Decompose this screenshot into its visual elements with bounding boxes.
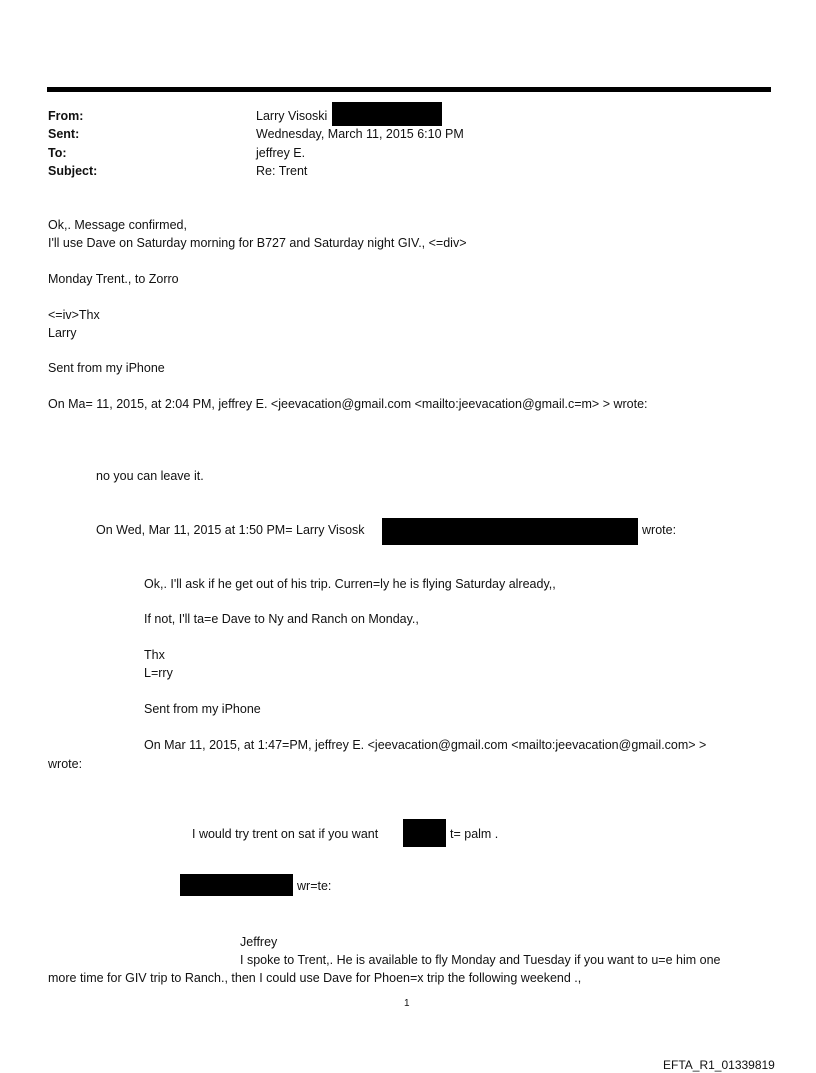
document-id: EFTA_R1_01339819: [663, 1058, 775, 1072]
body-line: I'll use Dave on Saturday morning for B727 and Saturday night GIV., <=div>: [48, 236, 467, 250]
sent-from-line: Sent from my iPhone: [144, 702, 261, 716]
from-label: From:: [48, 109, 84, 123]
quote-line: Jeffrey: [240, 935, 278, 949]
redaction-box: [332, 102, 442, 126]
quote-attribution-end: wr=te:: [297, 879, 332, 893]
quote-attribution-end: wrote:: [642, 523, 677, 537]
header-rule: [47, 87, 771, 92]
redaction-box: [403, 819, 446, 847]
to-label: To:: [48, 146, 67, 160]
quote-line: I would try trent on sat if you want: [192, 827, 379, 841]
quote-line: If not, I'll ta=e Dave to Ny and Ranch on Monday.,: [144, 612, 419, 626]
quote-line: more time for GIV trip to Ranch., then I could use Dave for Phoen=x trip the following weekend .,: [48, 971, 582, 985]
to-value: jeffrey E.: [256, 146, 306, 160]
quote-attribution: On Mar 11, 2015, at 1:47=PM, jeffrey E. <jeevacation@gmail.com <mailto:jeevacation@gmail.com> >: [144, 738, 707, 752]
sent-label: Sent:: [48, 127, 80, 141]
quote-line: Thx: [144, 648, 165, 662]
from-value: Larry Visoski: [256, 109, 328, 123]
quote-attribution: On Wed, Mar 11, 2015 at 1:50 PM= Larry Visosk: [96, 523, 365, 537]
quote-line-end: t= palm .: [450, 827, 499, 841]
body-line: Ok,. Message confirmed,: [48, 218, 187, 232]
sent-from-line: Sent from my iPhone: [48, 361, 165, 375]
subject-label: Subject:: [48, 164, 98, 178]
quote-line: L=rry: [144, 666, 173, 680]
quote-attribution: On Ma= 11, 2015, at 2:04 PM, jeffrey E. <jeevacation@gmail.com <mailto:jeevacation@gmail.c=m> > wrote:: [48, 397, 648, 411]
redaction-box: [382, 518, 638, 545]
signature-name: Larry: [48, 326, 77, 340]
subject-value: Re: Trent: [256, 164, 308, 178]
quote-attribution-end: wrote:: [48, 757, 83, 771]
redaction-box: [180, 874, 293, 896]
body-line: <=iv>Thx: [48, 308, 100, 322]
quote-line: no you can leave it.: [96, 469, 204, 483]
sent-value: Wednesday, March 11, 2015 6:10 PM: [256, 127, 464, 141]
quote-line: Ok,. I'll ask if he get out of his trip. Curren=ly he is flying Saturday already,,: [144, 577, 556, 591]
page-number: 1: [404, 998, 410, 1009]
quote-line: I spoke to Trent,. He is available to fly Monday and Tuesday if you want to u=e him one: [240, 953, 721, 967]
body-line: Monday Trent., to Zorro: [48, 272, 179, 286]
